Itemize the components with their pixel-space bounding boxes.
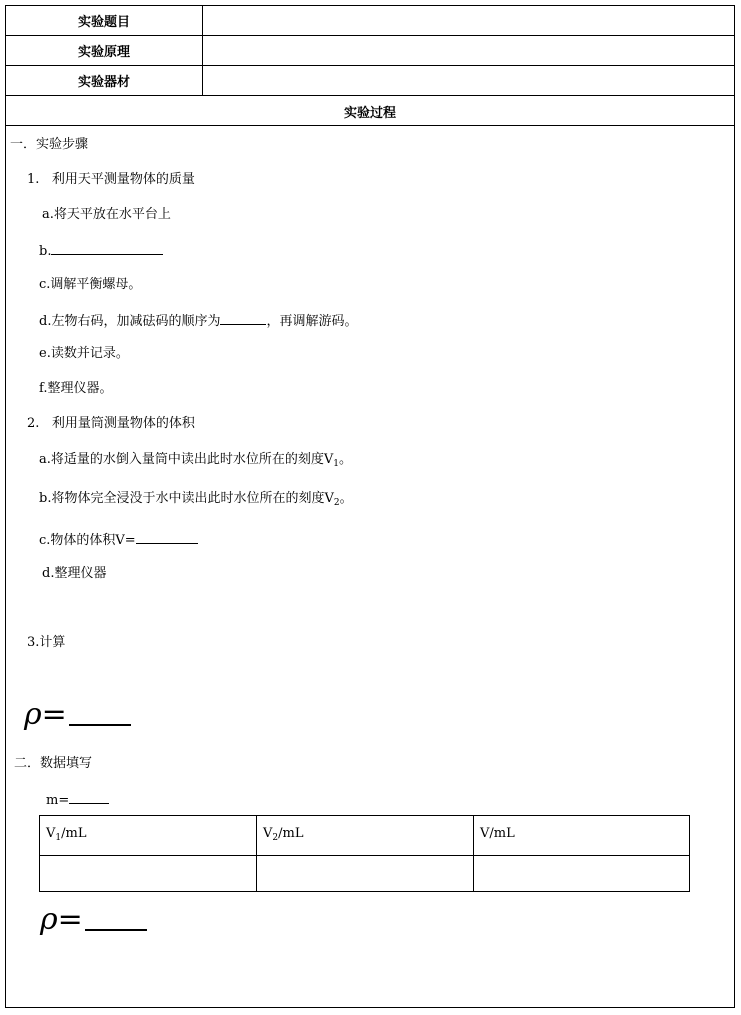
table-row [40,856,690,892]
step2-b-end: 。 [339,491,353,506]
step3-heading: 3.计算 [27,635,66,650]
step2-a-text: a.将适量的水倒入量筒中读出此时水位所在的刻度V [39,452,334,467]
header-row-title [6,6,734,36]
step2-b [39,491,353,511]
v2-unit: /mL [278,826,304,841]
step2-a-end: 。 [339,452,353,467]
table-cell-v[interactable] [474,856,690,892]
step2-number: 2. [27,416,40,431]
step1-f: f.整理仪器。 [39,381,113,396]
worksheet-frame [5,5,735,1008]
step1-b-blank[interactable] [51,242,163,255]
header-label-title: 实验题目 [6,6,203,35]
data-heading: 二．数据填写 [14,756,93,771]
table-cell-v1[interactable] [40,856,257,892]
header-value-principle[interactable] [203,36,734,65]
density-answer-blank-1[interactable] [69,723,131,726]
header-row-equipment [6,66,734,96]
header-value-equipment[interactable] [203,66,734,95]
header-value-title[interactable] [203,6,734,35]
rho-symbol: ρ [24,697,42,732]
v1-unit: /mL [61,826,87,841]
density-formula-1 [24,698,131,732]
steps-heading: 一．实验步骤 [10,137,89,152]
step2-b-subscript: 2 [333,498,340,508]
equals-sign: = [41,697,67,732]
mass-line [46,791,109,809]
header-row-principle [6,36,734,66]
v1-symbol: V [46,826,56,841]
mass-label: m= [46,793,70,808]
step2-a-subscript: 1 [333,459,340,469]
step1-d-text-end: ，再调解游码。 [266,314,358,329]
section-title: 实验过程 [343,105,396,121]
density-answer-blank-2[interactable] [85,928,147,931]
density-formula-2 [40,903,147,937]
header-label-equipment: 实验器材 [6,66,203,95]
table-header-v: V/mL [474,816,690,856]
step2-c-blank[interactable] [136,531,198,544]
step1-a: a.将天平放在水平台上 [42,207,171,222]
data-table [39,815,690,892]
equals-sign-2: = [57,902,83,937]
v2-symbol: V [263,826,273,841]
rho-symbol-2: ρ [40,902,58,937]
step1-c: c.调解平衡螺母。 [39,277,142,292]
header-label-principle: 实验原理 [6,36,203,65]
v1-subscript: 1 [55,833,62,843]
table-header-row [40,816,690,856]
step2-d: d.整理仪器 [42,566,107,581]
step2-heading [27,416,195,432]
v2-subscript: 2 [272,833,279,843]
step2-title: 利用量筒测量物体的体积 [51,416,195,431]
step1-d-blank[interactable] [220,312,266,325]
step1-d-text: d.左物右码，加减砝码的顺序为 [39,314,221,329]
step1-b-label: b. [39,244,52,259]
table-cell-v2[interactable] [257,856,474,892]
step1-number: 1. [27,172,40,187]
step2-c [39,531,198,549]
section-title-row [6,96,734,126]
step2-c-text: c.物体的体积V= [39,533,136,548]
step1-e: e.读数并记录。 [39,346,129,361]
step1-title: 利用天平测量物体的质量 [51,172,195,187]
table-header-v1 [40,816,257,856]
mass-blank[interactable] [69,791,109,804]
step2-b-text: b.将物体完全浸没于水中读出此时水位所在的刻度V [39,491,334,506]
step1-b [39,242,163,260]
step1-d [39,312,357,330]
step1-heading [27,172,195,188]
step2-a [39,452,352,472]
table-header-v2 [257,816,474,856]
